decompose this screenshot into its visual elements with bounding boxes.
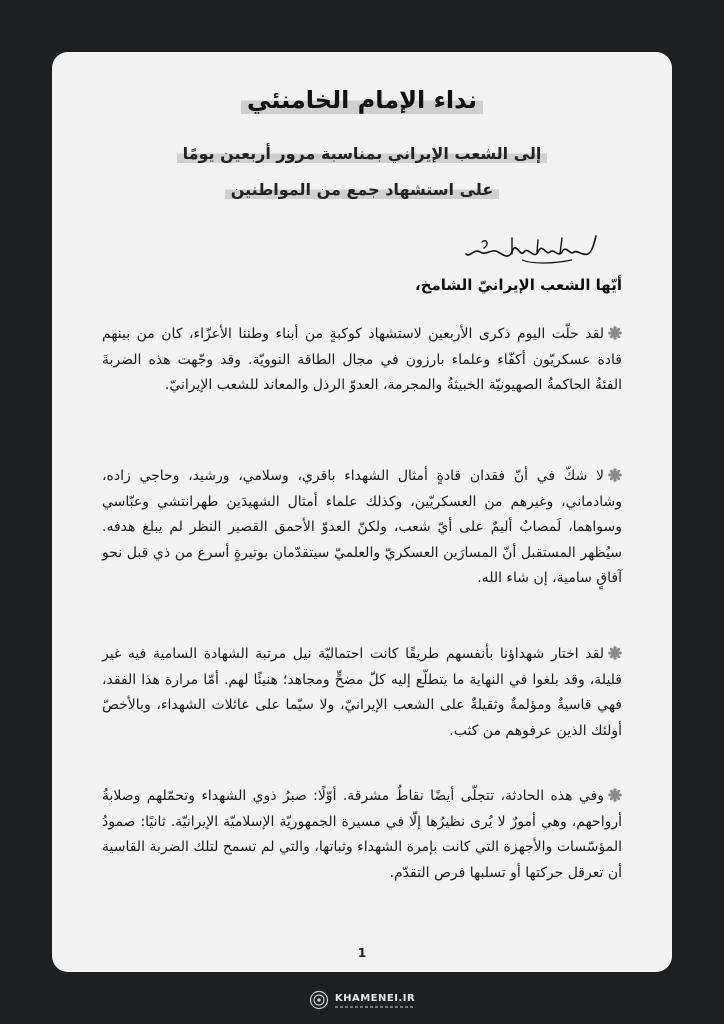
paragraph xyxy=(102,642,622,744)
subtitle-line2-wrap xyxy=(52,180,672,199)
gear-flower-icon xyxy=(608,326,622,340)
paragraph-text: وفي هذه الحادثة، تتجلّى أيضًا نقاطٌ مشرقة. أوّلًا: صبرُ ذوي الشهداء وتحمّلهم وصلابةُ أرواحهم، وهي أمورٌ لا يُرى نظيرُها إلّا في مسيرة الجمهوريّة الإسلاميّة الإيرانيّة. ثانيًا: صمودُ المؤسّسات والأجهزة التي كانت بإمرة الشهداء وثباتها، والتي لم تسمح لتلك الضربة القاسية أن تعرقل حركتها أو تسلبها فرص التقدّم. xyxy=(102,788,622,881)
basmala-calligraphy xyxy=(462,230,602,266)
paragraph xyxy=(102,784,622,886)
gear-flower-icon xyxy=(608,646,622,660)
paragraph-text: لقد حلّت اليوم ذكرى الأربعين لاستشهاد كوكبةٍ من أبناء وطننا الأعزّاء، كان من بينهم قادة عسكريّون أكفّاء وعلماء بارزون في مجال الطاقة النوويّة. وقد وجّهت هذه الضربةَ الفئةُ الحاكمةُ الصهيونيّة الخبيثةُ والمجرمة، العدوّ الرذل والمعاند للشعب الإيرانيّ. xyxy=(102,326,622,393)
subtitle-line1: إلى الشعب الإيراني بمناسبة مرور أربعين يومًا xyxy=(177,144,548,163)
paragraph xyxy=(102,322,622,399)
footer-brand-name: KHAMENEI.IR xyxy=(334,992,416,1004)
subtitle-line2: على استشهاد جمع من المواطنين xyxy=(225,180,500,199)
gear-flower-icon xyxy=(608,468,622,482)
paragraph xyxy=(102,464,622,592)
page-number: 1 xyxy=(357,946,367,960)
khamenei-logo-icon xyxy=(309,990,329,1010)
document-title-wrap xyxy=(52,86,672,114)
subtitle-line1-wrap xyxy=(52,144,672,163)
greeting: أيّها الشعب الإيرانيّ الشامخ، xyxy=(414,276,622,294)
site-footer xyxy=(0,988,724,1012)
paragraph-text: لا شكّ في أنّ فقدان قادةٍ أمثال الشهداء باقري، وسلامي، ورشيد، وحاجي زاده، وشادماني، وغيرهم من العسكريّين، وكذلك علماء أمثال الشهيدَين طهرانتشي وعبّاسي وسواهما، لَمصابٌ أليمٌ على أيّ شعب، ولكنّ العدوّ الأحمق القصير النظر لم يبلغ هدفه. سيُظهر المستقبل أنّ المسارَين العسكريّ والعلميّ سيتقدّمان بوتيرةٍ أسرع من ذي قبل نحو آفاقٍ سامية، إن شاء الله. xyxy=(102,468,622,586)
footer-brand xyxy=(335,993,415,1008)
document-page xyxy=(52,52,672,972)
footer-brand-tagline xyxy=(335,1006,415,1008)
document-title: نداء الإمام الخامنئي xyxy=(241,86,483,114)
paragraph-text: لقد اختار شهداؤنا بأنفسهم طريقًا كانت احتماليّة نيل مرتبة الشهادة السامية فيه غير قليلة، وقد بلغوا في النهاية ما يتطلّع إليه كلّ مضحٍّ ومجاهد؛ هنيئًا لهم. أمّا مرارة هذا الفقد، فهي قاسيةٌ ومؤلمةٌ وثقيلةٌ على الشعب الإيرانيّ، ولا سيّما على عائلات الشهداء، وبالأخصّ أولئك الذين عرفوهم من كثب. xyxy=(102,646,622,739)
gear-flower-icon xyxy=(608,788,622,802)
